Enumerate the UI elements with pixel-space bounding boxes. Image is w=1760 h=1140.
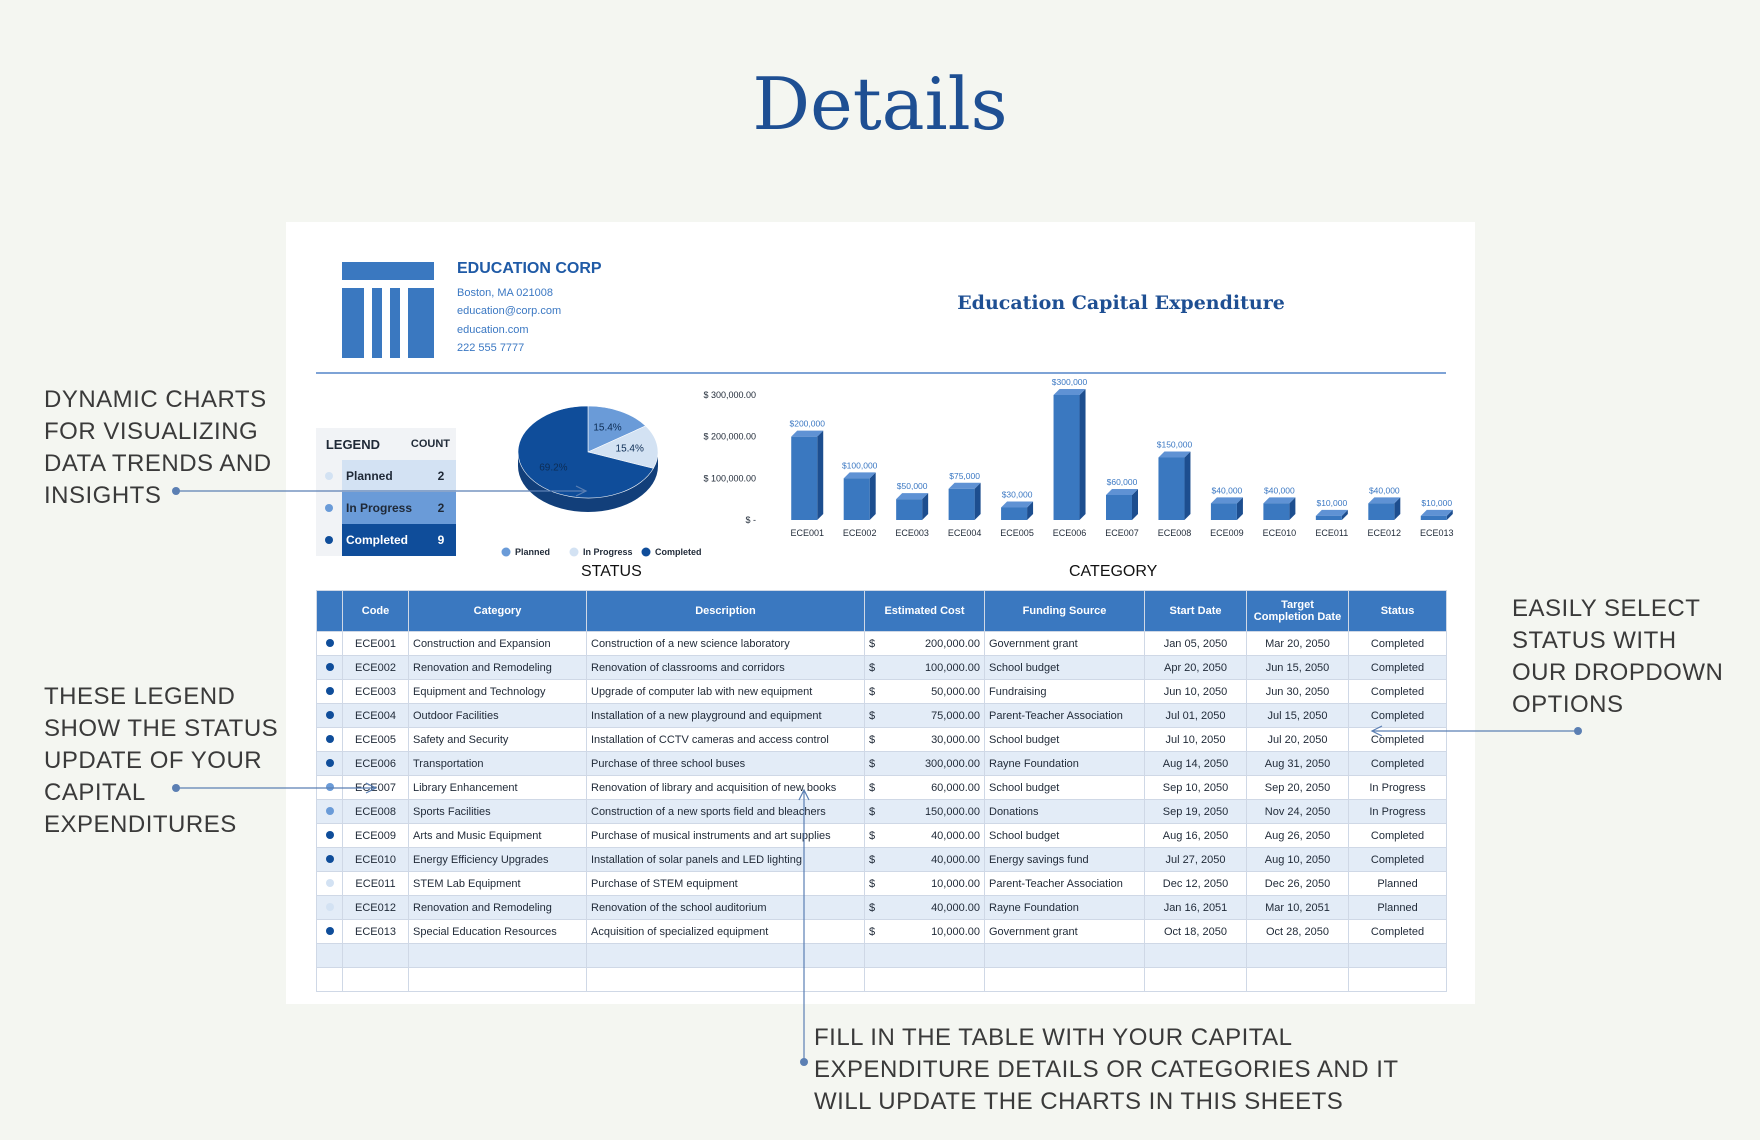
bar-side	[870, 472, 876, 520]
empty-cell[interactable]	[985, 944, 1145, 968]
company-name: EDUCATION CORP	[457, 260, 602, 277]
bar-ece005	[1001, 508, 1027, 521]
funding-source-cell[interactable]: School budget	[985, 776, 1145, 800]
estimated-cost-cell[interactable]	[865, 896, 985, 920]
start-date-cell[interactable]: Jul 27, 2050	[1145, 848, 1247, 872]
empty-table-row	[317, 944, 1447, 968]
status-dot-icon	[326, 711, 334, 719]
funding-source-cell[interactable]: Rayne Foundation	[985, 896, 1145, 920]
company-logo	[342, 262, 434, 358]
status-dot-icon	[326, 735, 334, 743]
bar-value-label: $40,000	[1368, 485, 1400, 496]
bar-ece008	[1158, 458, 1184, 521]
table-row	[317, 920, 1447, 944]
table-row	[317, 800, 1447, 824]
status-dot-icon	[326, 855, 334, 863]
status-dropdown-cell[interactable]: Completed	[1349, 680, 1447, 704]
empty-cell[interactable]	[1247, 944, 1349, 968]
currency-symbol: $	[869, 829, 876, 842]
empty-cell[interactable]	[409, 968, 587, 992]
status-dropdown-cell[interactable]: Completed	[1349, 824, 1447, 848]
bar-ece001	[791, 437, 817, 520]
cost-value: 50,000.00	[931, 685, 980, 698]
description-cell[interactable]: Installation of solar panels and LED lighting	[587, 848, 865, 872]
bar-value-label: $75,000	[949, 470, 980, 481]
currency-symbol: $	[869, 805, 876, 818]
code-cell[interactable]: ECE009	[343, 824, 409, 848]
column-header-status[interactable]: Status	[1349, 591, 1447, 632]
status-dropdown-cell[interactable]: Completed	[1349, 632, 1447, 656]
company-address: Boston, MA 021008	[457, 287, 554, 299]
currency-symbol: $	[869, 733, 876, 746]
description-cell[interactable]: Acquisition of specialized equipment	[587, 920, 865, 944]
category-cell[interactable]: STEM Lab Equipment	[409, 872, 587, 896]
company-phone: 222 555 7777	[457, 342, 525, 354]
status-dot-icon	[326, 903, 334, 911]
table-row	[317, 704, 1447, 728]
callout-charts: DYNAMIC CHARTS FOR VISUALIZING DATA TRENDS AND INSIGHTS	[44, 386, 272, 509]
category-cell[interactable]: Renovation and Remodeling	[409, 656, 587, 680]
empty-cell[interactable]	[1349, 944, 1447, 968]
cost-value: 75,000.00	[931, 709, 980, 722]
category-cell[interactable]: Transportation	[409, 752, 587, 776]
y-tick-label: $ -	[745, 515, 756, 525]
estimated-cost-cell[interactable]	[865, 848, 985, 872]
empty-cell[interactable]	[317, 968, 343, 992]
legend-header	[316, 428, 456, 460]
estimated-cost-cell[interactable]	[865, 704, 985, 728]
estimated-cost-cell[interactable]	[865, 920, 985, 944]
target-date-cell[interactable]: Jun 30, 2050	[1247, 680, 1349, 704]
pie-data-label: 69.2%	[539, 462, 568, 474]
page-title: Details	[752, 62, 1008, 146]
empty-table-row	[317, 968, 1447, 992]
legend-row-in-progress	[316, 492, 456, 524]
funding-source-cell[interactable]: Parent-Teacher Association	[985, 704, 1145, 728]
target-date-cell[interactable]: Jul 20, 2050	[1247, 728, 1349, 752]
x-tick-label: ECE012	[1367, 528, 1402, 538]
estimated-cost-cell[interactable]	[865, 752, 985, 776]
status-dot-icon	[326, 663, 334, 671]
y-tick-label: $ 200,000.00	[703, 431, 756, 442]
funding-source-cell[interactable]: Energy savings fund	[985, 848, 1145, 872]
pie-legend-label: In Progress	[583, 547, 633, 557]
table-row	[317, 728, 1447, 752]
bar-value-label: $10,000	[1316, 497, 1348, 508]
bar-ece006	[1054, 395, 1080, 520]
target-date-cell[interactable]: Dec 26, 2050	[1247, 872, 1349, 896]
empty-cell[interactable]	[865, 944, 985, 968]
target-date-cell[interactable]: Nov 24, 2050	[1247, 800, 1349, 824]
legend-count: 9	[437, 533, 445, 547]
status-dot-icon	[326, 879, 334, 887]
description-cell[interactable]: Construction of a new sports field and bleachers	[587, 800, 865, 824]
pie-legend-label: Completed	[655, 547, 702, 557]
funding-source-cell[interactable]: Government grant	[985, 920, 1145, 944]
status-marker-cell	[317, 872, 343, 896]
column-header-estimated-cost[interactable]: Estimated Cost	[865, 591, 985, 632]
expenditure-table	[316, 590, 1447, 992]
description-cell[interactable]: Purchase of STEM equipment	[587, 872, 865, 896]
table-row	[317, 752, 1447, 776]
pie-legend-label: Planned	[515, 547, 551, 557]
empty-cell[interactable]	[865, 968, 985, 992]
start-date-cell[interactable]: Oct 18, 2050	[1145, 920, 1247, 944]
status-marker-cell	[317, 632, 343, 656]
pie-data-label: 15.4%	[593, 422, 622, 434]
cost-value: 100,000.00	[924, 661, 980, 674]
start-date-cell[interactable]: Sep 19, 2050	[1145, 800, 1247, 824]
table-row	[317, 680, 1447, 704]
status-marker-cell	[317, 704, 343, 728]
currency-symbol: $	[869, 925, 876, 938]
estimated-cost-cell[interactable]	[865, 656, 985, 680]
bar-value-label: $10,000	[1421, 497, 1453, 508]
in-progress-dot-icon	[325, 504, 333, 512]
status-dropdown-cell[interactable]: Completed	[1349, 704, 1447, 728]
status-dot-icon	[326, 759, 334, 767]
code-cell[interactable]: ECE013	[343, 920, 409, 944]
cost-value: 10,000.00	[931, 925, 980, 938]
table-row	[317, 872, 1447, 896]
description-cell[interactable]: Renovation of library and acquisition of new books	[587, 776, 865, 800]
currency-symbol: $	[869, 661, 876, 674]
status-dropdown-cell[interactable]: Planned	[1349, 896, 1447, 920]
bar-side	[975, 483, 981, 520]
currency-symbol: $	[869, 877, 876, 890]
funding-source-cell[interactable]: Donations	[985, 800, 1145, 824]
code-cell[interactable]: ECE006	[343, 752, 409, 776]
legend-title: LEGEND	[325, 436, 380, 452]
cost-value: 10,000.00	[931, 877, 980, 890]
empty-cell[interactable]	[985, 968, 1145, 992]
currency-symbol: $	[869, 709, 876, 722]
status-marker-cell	[317, 728, 343, 752]
bar-side	[817, 431, 823, 520]
bar-ece010	[1263, 503, 1289, 520]
bar-value-label: $60,000	[1106, 477, 1138, 487]
connector-dot	[800, 1058, 808, 1066]
status-marker-cell	[317, 680, 343, 704]
currency-symbol: $	[869, 757, 876, 770]
currency-symbol: $	[869, 853, 876, 866]
legend-count: 2	[437, 501, 445, 515]
code-cell[interactable]: ECE005	[343, 728, 409, 752]
estimated-cost-cell[interactable]	[865, 728, 985, 752]
empty-cell[interactable]	[587, 968, 865, 992]
bar-ece007	[1106, 495, 1132, 520]
currency-symbol: $	[869, 901, 876, 914]
cost-value: 150,000.00	[924, 805, 980, 818]
bar-ece013	[1421, 516, 1447, 520]
category-cell[interactable]: Construction and Expansion	[409, 632, 587, 656]
legend-row-planned	[316, 460, 456, 492]
status-dropdown-cell[interactable]: Completed	[1349, 728, 1447, 752]
target-date-cell[interactable]: Mar 20, 2050	[1247, 632, 1349, 656]
start-date-cell[interactable]: Jun 10, 2050	[1145, 680, 1247, 704]
column-header-funding-source[interactable]: Funding Source	[985, 591, 1145, 632]
bar-ece004	[949, 489, 975, 520]
description-cell[interactable]: Renovation of classrooms and corridors	[587, 656, 865, 680]
funding-source-cell[interactable]: School budget	[985, 656, 1145, 680]
x-tick-label: ECE008	[1157, 528, 1192, 538]
report-title: Education Capital Expenditure	[957, 292, 1285, 314]
bar-ece012	[1368, 503, 1394, 520]
code-cell[interactable]: ECE001	[343, 632, 409, 656]
table-header-row	[317, 591, 1447, 632]
estimated-cost-cell[interactable]	[865, 824, 985, 848]
target-date-cell[interactable]: Oct 28, 2050	[1247, 920, 1349, 944]
cost-value: 200,000.00	[924, 637, 980, 650]
funding-source-cell[interactable]: School budget	[985, 824, 1145, 848]
bar-value-label: $40,000	[1211, 485, 1243, 496]
description-cell[interactable]: Upgrade of computer lab with new equipment	[587, 680, 865, 704]
pie-legend-marker	[502, 548, 511, 557]
company-email: education@corp.com	[457, 305, 562, 317]
bar-ece011	[1316, 516, 1342, 520]
status-dropdown-cell[interactable]: Completed	[1349, 920, 1447, 944]
status-marker-cell	[317, 896, 343, 920]
table-row	[317, 632, 1447, 656]
category-cell[interactable]: Energy Efficiency Upgrades	[409, 848, 587, 872]
y-tick-label: $ 100,000.00	[703, 473, 756, 484]
code-cell[interactable]: ECE003	[343, 680, 409, 704]
bar-chart-title: CATEGORY	[1069, 563, 1158, 580]
bar-ece003	[896, 499, 922, 520]
spreadsheet-sheet	[286, 222, 1475, 1004]
x-tick-label: ECE005	[1000, 528, 1034, 538]
column-header-description[interactable]: Description	[587, 591, 865, 632]
category-cell[interactable]: Renovation and Remodeling	[409, 896, 587, 920]
category-cell[interactable]: Safety and Security	[409, 728, 587, 752]
code-cell[interactable]: ECE008	[343, 800, 409, 824]
bar-ece009	[1211, 503, 1237, 520]
description-cell[interactable]: Purchase of musical instruments and art supplies	[587, 824, 865, 848]
bar-value-label: $300,000	[1051, 377, 1088, 387]
funding-source-cell[interactable]: Rayne Foundation	[985, 752, 1145, 776]
x-tick-label: ECE013	[1420, 528, 1454, 538]
cost-value: 40,000.00	[931, 829, 980, 842]
start-date-cell[interactable]: Jul 10, 2050	[1145, 728, 1247, 752]
start-date-cell[interactable]: Dec 12, 2050	[1145, 872, 1247, 896]
bar-value-label: $50,000	[896, 481, 928, 492]
bar-side	[1080, 389, 1086, 520]
target-date-cell[interactable]: Aug 10, 2050	[1247, 848, 1349, 872]
target-date-cell[interactable]: Mar 10, 2051	[1247, 896, 1349, 920]
status-dropdown-cell[interactable]: Completed	[1349, 656, 1447, 680]
category-cell[interactable]: Library Enhancement	[409, 776, 587, 800]
status-marker-cell	[317, 824, 343, 848]
status-dropdown-cell[interactable]: Completed	[1349, 848, 1447, 872]
empty-cell[interactable]	[409, 944, 587, 968]
x-tick-label: ECE004	[947, 528, 982, 538]
column-header-start-date[interactable]: Start Date	[1145, 591, 1247, 632]
legend-label: In Progress	[346, 501, 413, 515]
start-date-cell[interactable]: Sep 10, 2050	[1145, 776, 1247, 800]
bar-side	[1184, 452, 1190, 521]
completed-dot-icon	[325, 536, 333, 544]
code-cell[interactable]: ECE004	[343, 704, 409, 728]
cost-value: 60,000.00	[931, 781, 980, 794]
category-cell[interactable]: Special Education Resources	[409, 920, 587, 944]
empty-cell[interactable]	[1247, 968, 1349, 992]
start-date-cell[interactable]: Aug 14, 2050	[1145, 752, 1247, 776]
x-tick-label: ECE011	[1315, 528, 1349, 538]
start-date-cell[interactable]: Apr 20, 2050	[1145, 656, 1247, 680]
callout-status: EASILY SELECT STATUS WITH OUR DROPDOWN OPTIONS	[1512, 595, 1724, 718]
cost-value: 300,000.00	[924, 757, 980, 770]
bar-value-label: $200,000	[789, 418, 825, 429]
currency-symbol: $	[869, 637, 876, 650]
callout-legend: THESE LEGEND SHOW THE STATUS UPDATE OF YOUR CAPITAL EXPENDITURES	[44, 683, 279, 838]
status-dropdown-cell[interactable]: Completed	[1349, 752, 1447, 776]
status-dot-icon	[326, 927, 334, 935]
estimated-cost-cell[interactable]	[865, 632, 985, 656]
cost-value: 40,000.00	[931, 901, 980, 914]
legend-count: 2	[437, 469, 445, 483]
funding-source-cell[interactable]: Government grant	[985, 632, 1145, 656]
status-marker-cell	[317, 800, 343, 824]
status-marker-cell	[317, 848, 343, 872]
code-cell[interactable]: ECE010	[343, 848, 409, 872]
status-dot-icon	[326, 783, 334, 791]
legend-row-completed	[316, 524, 456, 556]
empty-cell[interactable]	[1349, 968, 1447, 992]
bar-value-label: $100,000	[841, 460, 878, 471]
status-dot-icon	[326, 807, 334, 815]
category-cell[interactable]: Outdoor Facilities	[409, 704, 587, 728]
start-date-cell[interactable]: Jan 05, 2050	[1145, 632, 1247, 656]
description-cell[interactable]: Installation of CCTV cameras and access control	[587, 728, 865, 752]
connector-dot	[1574, 727, 1582, 735]
description-cell[interactable]: Construction of a new science laboratory	[587, 632, 865, 656]
x-tick-label: ECE010	[1262, 528, 1297, 538]
start-date-cell[interactable]: Jul 01, 2050	[1145, 704, 1247, 728]
status-marker-cell	[317, 776, 343, 800]
legend-label: Completed	[346, 533, 409, 547]
start-date-cell[interactable]: Jan 16, 2051	[1145, 896, 1247, 920]
category-cell[interactable]: Arts and Music Equipment	[409, 824, 587, 848]
table-row	[317, 848, 1447, 872]
status-marker-cell	[317, 920, 343, 944]
cost-value: 30,000.00	[931, 733, 980, 746]
estimated-cost-cell[interactable]	[865, 776, 985, 800]
x-tick-label: ECE003	[895, 528, 929, 538]
empty-cell[interactable]	[343, 968, 409, 992]
callout-table: FILL IN THE TABLE WITH YOUR CAPITAL EXPENDITURE DETAILS OR CATEGORIES AND IT WILL UPDATE THE CHARTS IN THIS SHEETS	[814, 1024, 1399, 1115]
target-date-cell[interactable]: Aug 31, 2050	[1247, 752, 1349, 776]
pie-legend-marker	[642, 548, 651, 557]
header-divider	[316, 372, 1446, 374]
column-header-target-date[interactable]: Target Completion Date	[1247, 591, 1349, 632]
empty-cell[interactable]	[343, 944, 409, 968]
bar-ece002	[844, 478, 870, 520]
x-tick-label: ECE006	[1052, 528, 1087, 538]
code-cell[interactable]: ECE011	[343, 872, 409, 896]
pie-legend-marker	[570, 548, 579, 557]
target-date-cell[interactable]: Jul 15, 2050	[1247, 704, 1349, 728]
cost-value: 40,000.00	[931, 853, 980, 866]
status-dropdown-cell[interactable]: In Progress	[1349, 800, 1447, 824]
code-cell[interactable]: ECE012	[343, 896, 409, 920]
bar-value-label: $40,000	[1264, 485, 1295, 496]
empty-cell[interactable]	[317, 944, 343, 968]
description-cell[interactable]: Purchase of three school buses	[587, 752, 865, 776]
status-dropdown-cell[interactable]: Planned	[1349, 872, 1447, 896]
company-website: education.com	[457, 324, 529, 336]
legend-count-header: COUNT	[410, 438, 450, 450]
table-row	[317, 824, 1447, 848]
target-date-cell[interactable]: Jun 15, 2050	[1247, 656, 1349, 680]
code-cell[interactable]: ECE007	[343, 776, 409, 800]
funding-source-cell[interactable]: Fundraising	[985, 680, 1145, 704]
currency-symbol: $	[869, 781, 876, 794]
code-cell[interactable]: ECE002	[343, 656, 409, 680]
x-tick-label: ECE001	[790, 528, 824, 538]
empty-cell[interactable]	[1145, 968, 1247, 992]
target-date-cell[interactable]: Sep 20, 2050	[1247, 776, 1349, 800]
status-legend	[316, 428, 456, 558]
status-dropdown-cell[interactable]: In Progress	[1349, 776, 1447, 800]
table-row	[317, 656, 1447, 680]
status-dot-icon	[326, 831, 334, 839]
status-dot-icon	[326, 639, 334, 647]
status-dot-icon	[326, 687, 334, 695]
empty-cell[interactable]	[587, 944, 865, 968]
column-header-marker	[317, 591, 343, 632]
funding-source-cell[interactable]: Parent-Teacher Association	[985, 872, 1145, 896]
bar-value-label: $150,000	[1156, 439, 1193, 450]
category-cell[interactable]: Sports Facilities	[409, 800, 587, 824]
x-tick-label: ECE009	[1210, 528, 1244, 538]
legend-label: Planned	[346, 469, 393, 483]
funding-source-cell[interactable]: School budget	[985, 728, 1145, 752]
pie-data-label: 15.4%	[615, 443, 644, 455]
target-date-cell[interactable]: Aug 26, 2050	[1247, 824, 1349, 848]
status-marker-cell	[317, 752, 343, 776]
currency-symbol: $	[869, 685, 876, 698]
planned-dot-icon	[325, 472, 333, 480]
empty-cell[interactable]	[1145, 944, 1247, 968]
start-date-cell[interactable]: Aug 16, 2050	[1145, 824, 1247, 848]
y-tick-label: $ 300,000.00	[703, 390, 756, 400]
column-header-category[interactable]: Category	[409, 591, 587, 632]
category-bar-chart	[686, 377, 1466, 567]
table-row	[317, 776, 1447, 800]
description-cell[interactable]: Installation of a new playground and equipment	[587, 704, 865, 728]
table-row	[317, 896, 1447, 920]
column-header-code[interactable]: Code	[343, 591, 409, 632]
x-tick-label: ECE002	[842, 528, 877, 538]
estimated-cost-cell[interactable]	[865, 872, 985, 896]
pie-chart-title: STATUS	[581, 563, 642, 580]
estimated-cost-cell[interactable]	[865, 680, 985, 704]
description-cell[interactable]: Renovation of the school auditorium	[587, 896, 865, 920]
bar-value-label: $30,000	[1001, 489, 1033, 500]
estimated-cost-cell[interactable]	[865, 800, 985, 824]
x-tick-label: ECE007	[1105, 528, 1139, 538]
category-cell[interactable]: Equipment and Technology	[409, 680, 587, 704]
status-marker-cell	[317, 656, 343, 680]
